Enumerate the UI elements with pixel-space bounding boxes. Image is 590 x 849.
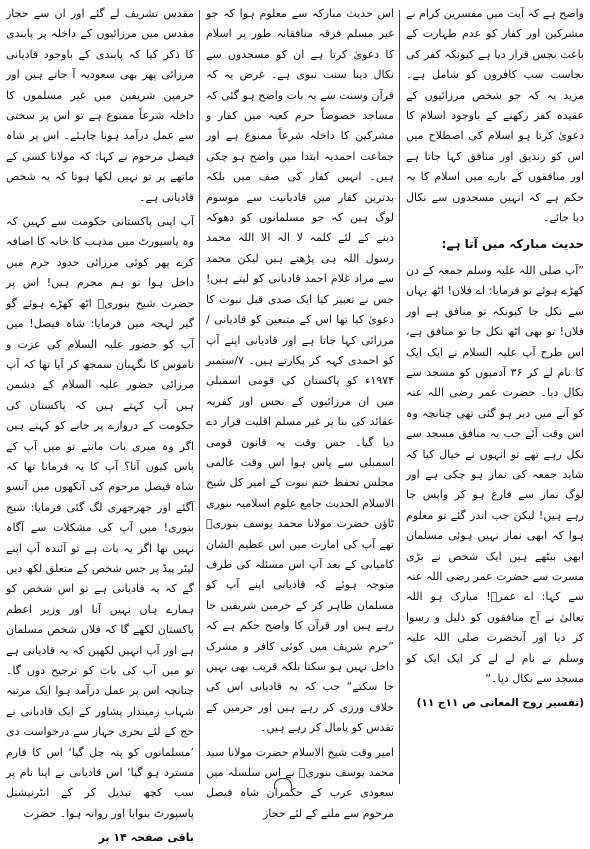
hadith-quote: ”آپ صلی اللہ علیہ وسلم جمعہ کے دن کھڑے ہوئے تو فرمایا: اے فلاں! اٹھ یہاں سے نکل جا کیونکہ تو منافق ہے اور فلاں! تو بھی اٹھ نکل جا تو منافق ہے، اس طرح آپ علیہ السلام نے ایک ایک کا نام لے کر ۳۶ آدمیوں کو مسجد سے نکال دیا۔ حضرت عمر رضی اللہ عنہ کو آنے میں دیر ہو گئی تھی چنانچہ وہ اس وقت آئے جب یہ منافق مسجد سے نکل رہے تھے تو انہوں نے خیال کیا کہ شاید جمعہ کی نماز ہو چکی ہے اور لوگ نماز سے فارغ ہو کر واپس جا رہے ہیں! لیکن جب اندر گئے تو معلوم ہوا کہ ابھی نماز نہیں ہوئی مسلمان ابھی بیٹھے ہیں ایک شخص نے بڑی مسرت سے حضرت عمر رضی اللہ عنہ سے کہا: اے عمرؓ! مبارک ہو اللہ تعالیٰ نے آج منافقوں کو ذلیل و رسوا کر دیا اور آنحضرت صلی اللہ علیہ وسلم نے نام لے لے کر ایک ایک کو مسجد سے نکال دیا۔“ xyxy=(406,263,584,685)
column-left xyxy=(6,4,194,845)
paragraph: واضح ہے کہ آیت میں مفسرین کرام نے مشرکین اور کفار کو عدم طہارت کے باعث نجس قرار دیا ہے کیونکہ کفر کی نجاست سب کافروں کو شامل ہے۔ مزید یہ کہ جو شخص مرزائیوں کے عقیدہ کفر رکھنے کے باوجود اسلام کا دعویٰ کرتا ہو اسلام کی اصطلاح میں اس کو زندیق اور منافق کہا جاتا ہے اور منافقوں کے بارے میں اسلام کا یہ حکم ہے کہ انہیں مسجدوں سے نکال دیا جائے۔ xyxy=(406,7,584,225)
column-rule xyxy=(199,10,200,784)
newspaper-page xyxy=(6,4,584,845)
hadith-heading: حدیث مبارکہ میں آتا ہے: xyxy=(441,237,584,252)
paragraph: مقدس تشریف لے گئے اور ان سے حجاز مقدس میں مرزائیوں کے داخلہ پر پابندی کا ذکر کیا کہ پابندی کے باوجود قادیانی مرزائی پھر بھی سعودیہ آ جاتے ہیں اور حرمین شریفین میں غیر مسلموں کا داخلہ شرعاً ممنوع ہے تو اس پر سختی سے عمل درآمد ہونا چاہئے۔ اس پر شاہ فیصل مرحوم نے کہا: کہ مولانا کسی کے ماتھے پر تو نہیں لکھا ہوتا کہ یہ شخص قادیانی ہے۔ xyxy=(6,7,194,204)
column-rule xyxy=(399,10,400,784)
tafsir-reference: (تفسیر روح المعانی ص ۱۱ج ۱۱) xyxy=(416,697,584,710)
paragraph: امیر وقت شیخ الاسلام حضرت مولانا سید محمد یوسف بنوریؒ نے اس سلسلہ میں سعودی عرب کے حکمران شاہ فیصل مرحوم سے ملنے کے لئے حجاز xyxy=(206,745,394,820)
column-middle xyxy=(206,4,394,820)
paragraph: اس حدیث مبارکہ سے معلوم ہوا کہ جو غیر مسلم فرقہ منافقانہ طور پر اسلام کا دعویٰ کرتا ہے ان کو مسجدوں سے نکال دینا سنت نبوی ہے۔ غرض یہ کہ قرآن وسنت سے یہ بات واضح ہو گئی کہ مساجد خصوصاً حرم کعبہ میں کفار و مشرکین کا داخلہ شرعاً ممنوع ہے اور جماعت احمدیہ ابتدا میں واضح ہو چکی ہیں۔ انہیں کفار کی صف میں بلکہ بدترین کفار میں قادیانیت سے موسوم لوگ ہیں کہ جو مسلمانوں کو دھوکہ دینے کے لئے کلمہ لا الہ الا اللہ محمد رسول اللہ ہی پڑھتے ہیں لیکن محمد سے مراد غلام احمد قادیانی کو لیتے ہیں! جس نے تعبیر کیا ایک صدی قبل نبوت کا دعویٰ کیا تھا اس کے متبعین کو قادیانی / مرزائی کہا جاتا ہے اور قادیانی اپنے آپ کو احمدی کہہ کر پکارتے ہیں۔ ۷/ستمبر ۱۹۷۴ء کو پاکستان کی قومی اسمبلی میں ان مرزائیوں کے نجس اور کفریہ عقائد کی بنا پر غیر مسلم اقلیت قرار دے دیا گیا۔ جس وقت یہ قانون قومی اسمبلی سے پاس ہوا اس وقت عالمی مجلس تحفظ ختم نبوت کے امیر کل شیخ الاسلام الحدیث جامع علوم اسلامیہ بنوری ٹاؤن حضرت مولانا محمد یوسف بنوریؒ تھے آپ کی امارت میں اس عظیم الشان کامیابی کے بعد آپ اس مسئلہ کی طرف متوجہ ہوئے کہ قادیانی اپنے آپ کو مسلمان ظاہر کر کے حرمین شریفین جا رہے ہیں اور قرآن کا واضح حکم ہے کہ ”حرم شریف میں کوئی کافر و مشرک داخل نہیں ہو سکتا بلکہ قریب بھی نہیں جا سکتے“ جب کہ یہ قادیانی اس کی خلاف ورزی کر رہے ہیں اور حرمین کے تقدس کو پامال کر رہے ہیں۔ xyxy=(206,7,394,735)
paragraph: آپ اپنی پاکستانی حکومت سے کہیں کہ وہ پاسپورٹ میں مذہب کا خانہ کا اضافہ کرے پھر کوئی مرزائی حدود حرم میں داخل ہوا تو ہم مجرم ہیں! اس پر حضرت شیخ بنوریؒ اٹھ کھڑے ہوئے گو گیر لہجہ میں فرمایا: شاہ فیصل! میں آپ کو حضور علیہ السلام کی عزت و ناموس کا نگہبان سمجھ کر آیا تھا کہ آپ مرزائی حضور علیہ السلام کے دشمن ہیں آپ کہتے ہیں کہ پاکستان کی حکومت کے دروازے پر جانے کو کہتے ہیں اگر وہ میری بات مانتے تو میں آپ کے پاس کیوں آتا؟ آپ کا یہ فرمانا تھا کہ شاہ فیصل مرحوم کی آنکھوں میں آنسو آگئے اور جھرجھری لگ گئی فرمایا: شیخ بنوری! میں آپ کی مشکلات سے آگاہ نہیں تھا اگر یہ بات ہے تو آئندہ آپ اپنے لیٹر پیڈ پر جس شخص کے متعلق لکھ دیں گے کہ یہ قادیانی ہے تو اس شخص کو ہمارے ہاں نہیں آنا اور وزیر اعظم پاکستان لکھے گا کہ فلاں شخص مسلمان ہے اور آپ انہیں لکھیں کہ یہ قادیانی ہے تو میں آپ کی بات کو ترجیح دوں گا۔ چنانچہ اس پر عمل درآمد ہوا ایک مرتبہ شہاب زمیندار پشاور کے ایک قادیانی نے حج کے لئے بحری جہاز سے درخواست دی ’مسلمانوں کو پتہ چل گیا‘ اس کا فارم مسترد ہو گیا‘ اس قادیانی نے اپنا نام پر سب کچھ تبدیل کر کے انٹرنیشنل پاسپورٹ بنوایا اور روانہ ہوا۔ حضرت xyxy=(6,215,194,820)
continuation-note: باقی صفحہ ۱۴ پر xyxy=(98,831,194,845)
page-number-mark xyxy=(274,778,292,789)
column-right xyxy=(406,4,584,790)
